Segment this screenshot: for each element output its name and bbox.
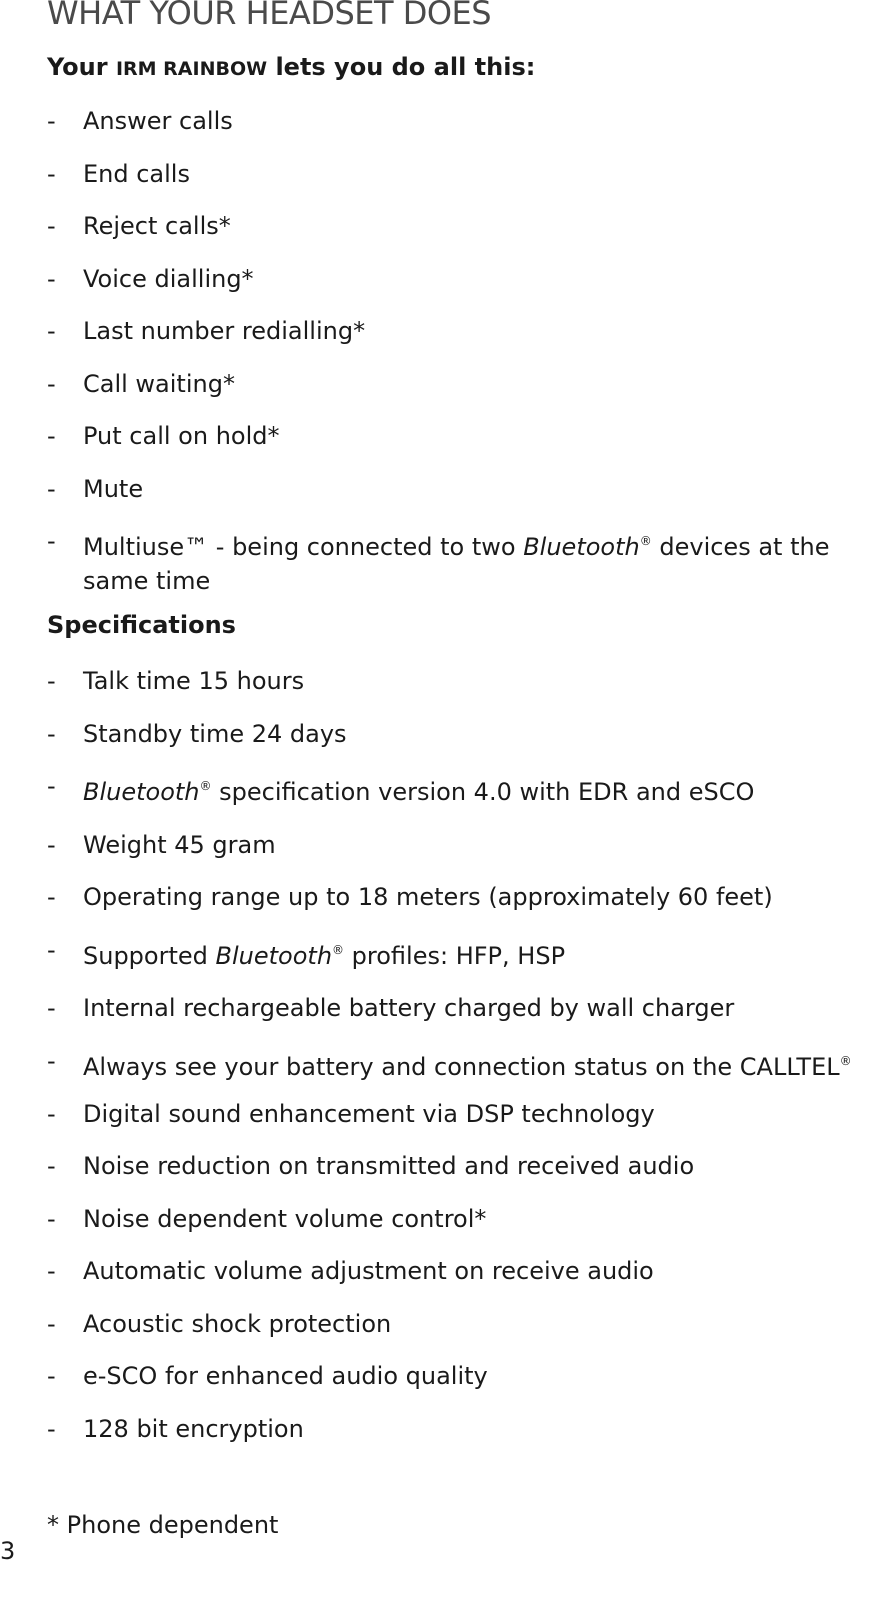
spec-text: Noise dependent volume control* [83,1204,487,1233]
bluetooth-brand: Bluetooth [523,533,640,561]
feature-text: Voice dialling* [83,264,254,293]
list-item [47,104,857,138]
product-name: IRM RAINBOW [115,58,268,80]
weight: Weight 45 gram [83,830,276,859]
page-title: WHAT YOUR HEADSET DOES [47,0,492,32]
bluetooth-spec: specification version 4.0 with EDR and eSCO [219,778,755,806]
standby-time: Standby time 24 days [83,719,347,748]
list-item [47,209,857,243]
list-item [47,419,857,453]
list-item [47,367,857,401]
feature-text: Put call on hold* [83,422,280,450]
specifications-list [47,664,857,1464]
list-item [47,769,857,809]
multiuse-after: devices at the same time [83,533,830,595]
list-item [47,472,857,506]
feature-text: Call waiting* [83,369,235,398]
intro-line [47,53,535,81]
registered-mark: ® [839,1053,852,1068]
bullet-dash: - [47,772,56,800]
profiles-before: Supported [83,941,208,970]
feature-text: Mute [83,474,144,503]
list-item [47,524,857,598]
list-item [47,717,857,751]
bullet-dash: - [47,264,56,293]
status-display: Always see your battery and connection status on the CALLTEL [83,1052,840,1081]
list-item [47,1359,857,1393]
feature-text: Answer calls [83,107,233,135]
spec-text: Automatic volume adjustment on receive audio [83,1257,654,1285]
page-number: 3 [0,1537,16,1565]
bullet-dash: - [47,159,56,188]
bullet-dash: - [47,212,56,240]
list-item [47,1044,857,1084]
feature-text: End calls [83,159,190,188]
intro-suffix: lets you do all this: [275,53,536,81]
bullet-dash: - [47,369,56,398]
footnote: * Phone dependent [47,1511,279,1539]
bullet-dash: - [47,474,56,503]
list-item [47,1307,857,1341]
battery: Internal rechargeable battery charged by wall charger [83,994,735,1022]
bullet-dash: - [47,107,56,135]
specifications-heading: Specifications [47,611,236,639]
bullet-dash: - [47,1099,56,1128]
spec-text: Digital sound enhancement via DSP technology [83,1099,655,1128]
list-item [47,664,857,698]
talk-time: Talk time 15 hours [83,667,305,695]
feature-text: Reject calls* [83,212,231,240]
list-item [47,1254,857,1288]
spec-text: 128 bit encryption [83,1414,304,1443]
registered-mark: ® [639,534,652,548]
bullet-dash: - [47,883,56,911]
list-item [47,991,857,1025]
bullet-dash: - [47,317,56,345]
bullet-dash: - [47,830,56,859]
multiuse-before: Multiuse™ - being connected to two [83,533,516,561]
bluetooth-brand: Bluetooth [215,941,333,970]
bullet-dash: - [47,1362,56,1390]
bullet-dash: - [47,935,56,964]
registered-mark: ® [332,942,345,957]
profiles-after: profiles: HFP, HSP [351,941,566,970]
bullet-dash: - [47,1152,56,1180]
bluetooth-brand: Bluetooth [83,778,200,806]
spec-text: Noise reduction on transmitted and received audio [83,1152,695,1180]
bullet-dash: - [47,1046,56,1075]
list-item [47,1149,857,1183]
operating-range: Operating range up to 18 meters (approximately 60 feet) [83,883,773,911]
bullet-dash: - [47,667,56,695]
list-item [47,1097,857,1131]
bullet-dash: - [47,1309,56,1338]
bullet-dash: - [47,994,56,1022]
list-item [47,828,857,862]
bullet-dash: - [47,719,56,748]
bullet-dash: - [47,1414,56,1443]
list-item [47,262,857,296]
list-item [47,933,857,973]
feature-text: Last number redialling* [83,317,366,345]
spec-text: e-SCO for enhanced audio quality [83,1362,488,1390]
registered-mark: ® [199,779,212,793]
intro-prefix: Your [47,53,108,81]
bullet-dash: - [47,1257,56,1285]
features-list [47,104,857,611]
bullet-dash: - [47,1204,56,1233]
spec-text: Acoustic shock protection [83,1309,392,1338]
list-item [47,1412,857,1446]
list-item [47,314,857,348]
list-item [47,880,857,914]
list-item [47,1202,857,1236]
list-item [47,157,857,191]
bullet-dash: - [47,422,56,450]
bullet-dash: - [47,527,56,555]
